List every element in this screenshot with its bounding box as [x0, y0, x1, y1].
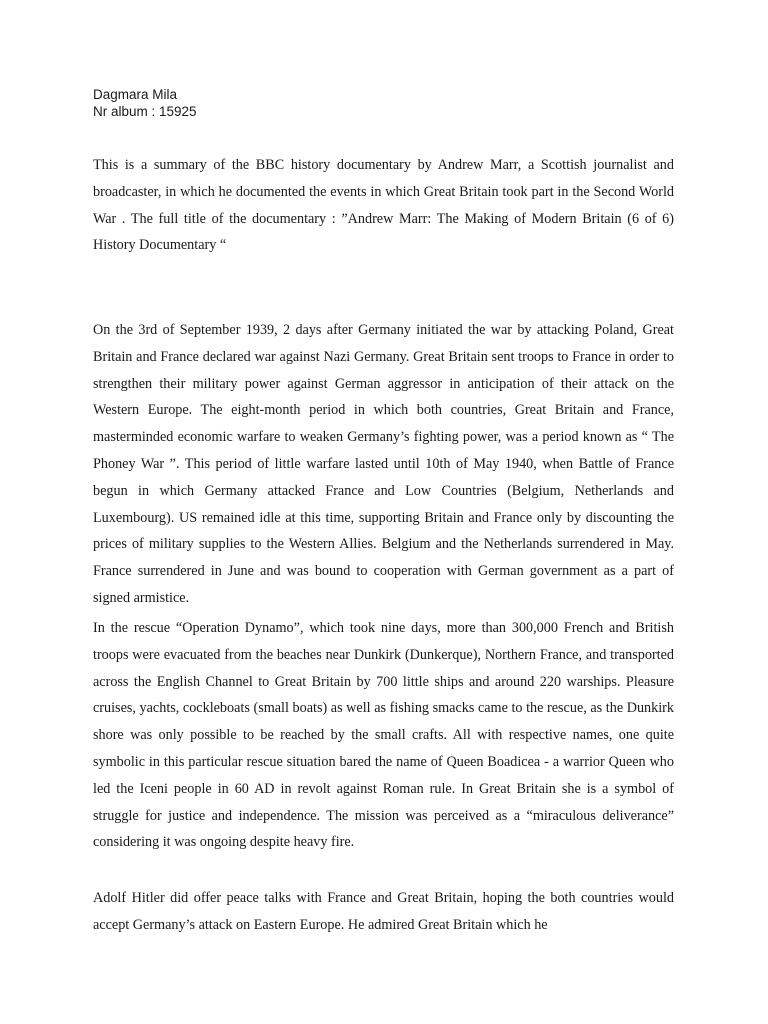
intro-paragraph: This is a summary of the BBC history documentary by Andrew Marr, a Scottish journalist and broadcaster, in which he documented the events in which Great Britain took part in the Second World War . The full title of the documentary : ”Andrew Marr: The Making of Modern Britain (6 of 6) History Documentary “ — [93, 157, 674, 254]
body-paragraph-1: On the 3rd of September 1939, 2 days after Germany initiated the war by attacking Poland, Great Britain and France declared war against Nazi Germany. Great Britain sent troops to France in order to strengthen their military power against German aggressor in anticipation of their attack on the Western Europe. The eight-month period in which both countries, Great Britain and France, masterminded economic warfare to weaken Germany’s fighting power, was a period known as “ The Phoney War ”. This period of little warfare lasted until 10th of May 1940, when Battle of France begun in which Germany attacked France and Low Countries (Belgium, Netherlands and Luxembourg). US remained idle at this time, supporting Britain and France only by discounting the prices of military supplies to the Western Allies. Belgium and the Netherlands surrendered in May. France surrendered in June and was bound to cooperation with German government as a part of signed armistice. — [93, 322, 674, 606]
author-name: Dagmara Mila — [93, 87, 178, 102]
album-number: Nr album : 15925 — [93, 104, 197, 119]
body-paragraph-3: Adolf Hitler did offer peace talks with France and Great Britain, hoping the both countries would accept Germany’s attack on Eastern Europe. He admired Great Britain which he — [93, 890, 674, 933]
body-paragraph-2: In the rescue “Operation Dynamo”, which took nine days, more than 300,000 French and British troops were evacuated from the beaches near Dunkirk (Dunkerque), Northern France, and transported across the English Channel to Great Britain by 700 little ships and around 220 warships. Pleasure cruises, yachts, cockleboats (small boats) as well as fishing smacks came to the rescue, as the Dunkirk shore was only possible to be reached by the small crafts. All with respective names, one quite symbolic in this particular rescue situation bared the name of Queen Boadicea - a warrior Queen who led the Iceni people in 60 AD in revolt against Roman rule. In Great Britain she is a symbol of struggle for justice and independence. The mission was perceived as a “miraculous deliverance” considering it was ongoing despite heavy fire. — [93, 620, 674, 851]
